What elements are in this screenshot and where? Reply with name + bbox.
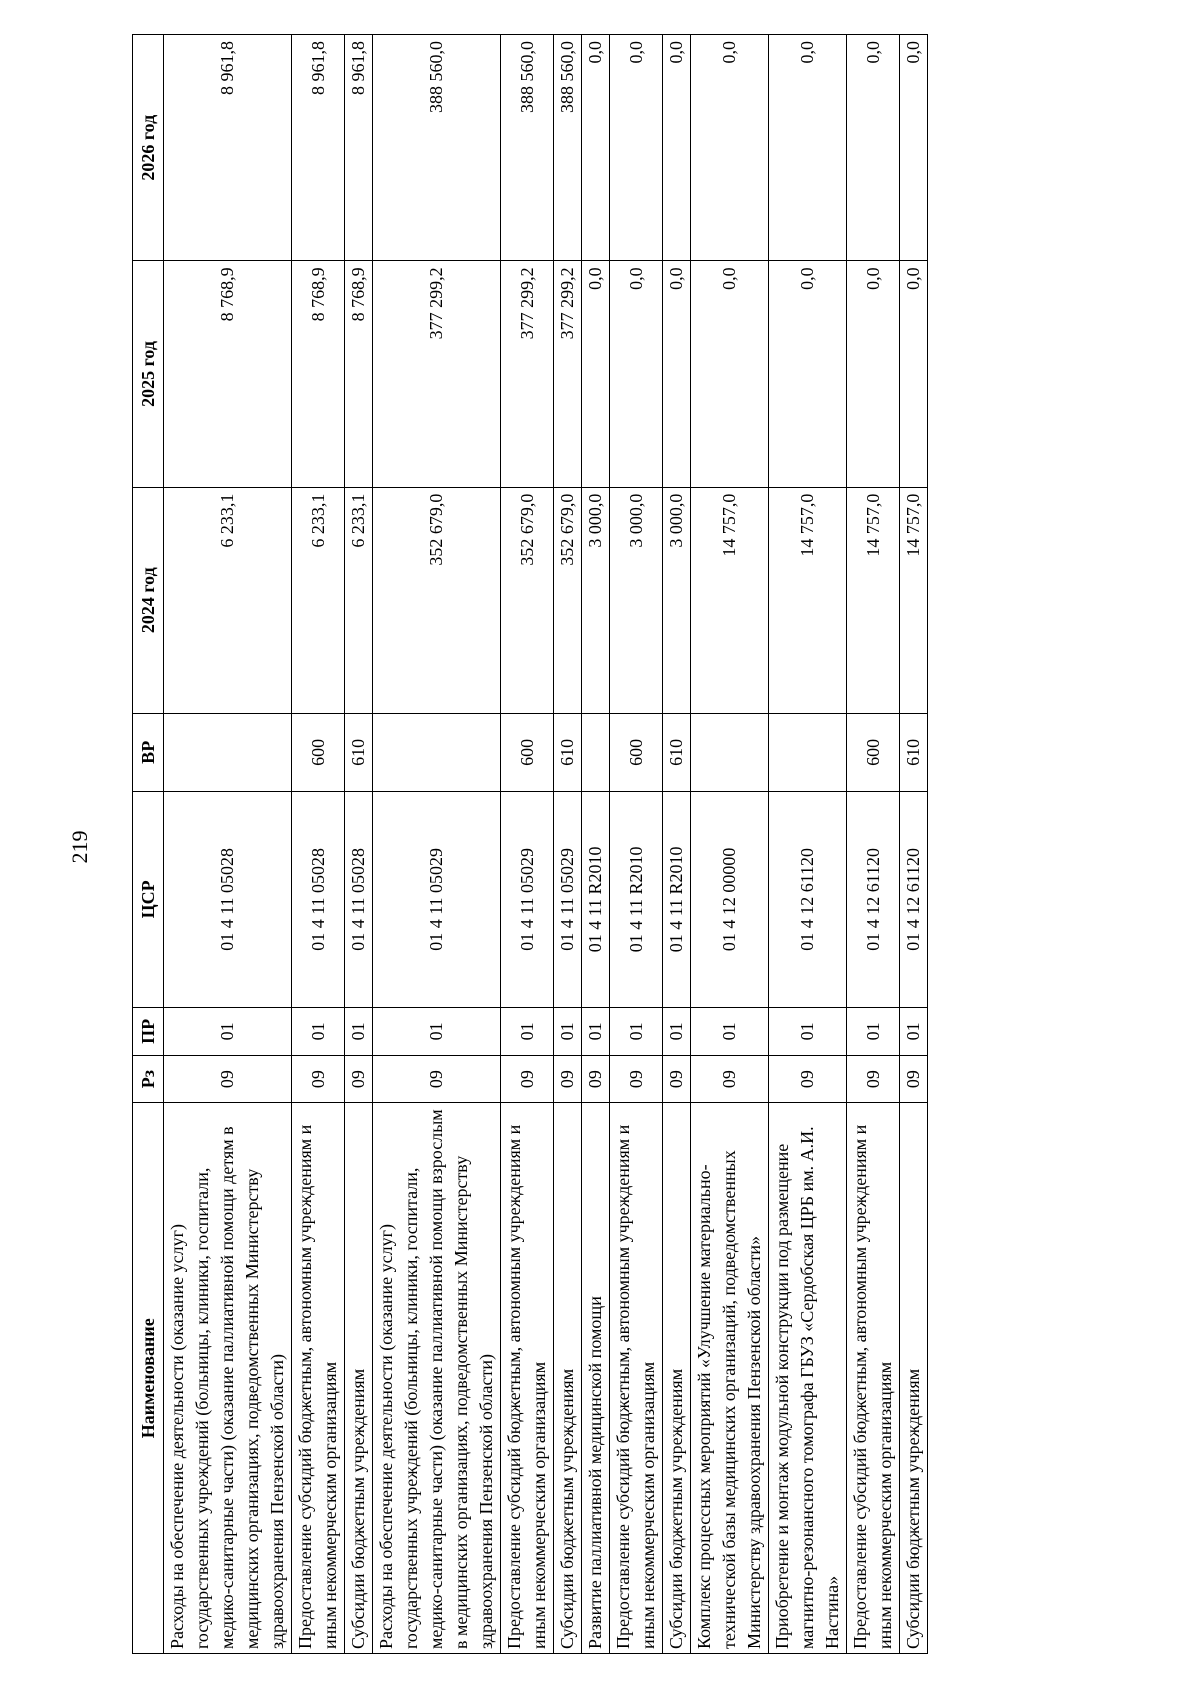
cell-pr: 01 — [373, 1007, 501, 1055]
page-number: 219 — [67, 830, 92, 864]
cell-2025: 0,0 — [900, 261, 928, 487]
cell-csr: 01 4 11 R2010 — [663, 791, 691, 1007]
cell-rz: 09 — [900, 1055, 928, 1103]
cell-name: Предоставление субсидий бюджетным, автономным учреждениям и иным некоммерческим организациям — [292, 1103, 345, 1654]
cell-2024: 352 679,0 — [373, 487, 501, 713]
cell-name: Субсидии бюджетным учреждениям — [900, 1103, 928, 1654]
cell-2026: 0,0 — [769, 35, 847, 261]
cell-2024: 14 757,0 — [847, 487, 900, 713]
cell-rz: 09 — [373, 1055, 501, 1103]
cell-2024: 14 757,0 — [691, 487, 769, 713]
cell-pr: 01 — [554, 1007, 582, 1055]
cell-2026: 0,0 — [900, 35, 928, 261]
cell-csr: 01 4 11 05029 — [554, 791, 582, 1007]
table-row — [373, 35, 501, 1654]
cell-2026: 388 560,0 — [501, 35, 554, 261]
cell-2025: 8 768,9 — [292, 261, 345, 487]
table-row — [501, 35, 554, 1654]
table-row — [663, 35, 691, 1654]
cell-2024: 352 679,0 — [501, 487, 554, 713]
cell-pr: 01 — [663, 1007, 691, 1055]
cell-name: Предоставление субсидий бюджетным, автономным учреждениям и иным некоммерческим организациям — [501, 1103, 554, 1654]
cell-2024: 3 000,0 — [663, 487, 691, 713]
cell-pr: 01 — [292, 1007, 345, 1055]
cell-name: Комплекс процессных мероприятий «Улучшение материально-технической базы медицинских организаций, подведомственных Министерству здравоохранения Пензенской области» — [691, 1103, 769, 1654]
cell-vr — [769, 713, 847, 791]
cell-rz: 09 — [847, 1055, 900, 1103]
cell-2025: 8 768,9 — [164, 261, 292, 487]
table-row — [610, 35, 663, 1654]
cell-pr: 01 — [582, 1007, 610, 1055]
cell-name: Субсидии бюджетным учреждениям — [663, 1103, 691, 1654]
cell-vr — [691, 713, 769, 791]
cell-2025: 377 299,2 — [554, 261, 582, 487]
header-name: Наименование — [133, 1103, 164, 1654]
budget-table — [132, 34, 928, 1654]
cell-2025: 0,0 — [847, 261, 900, 487]
cell-pr: 01 — [501, 1007, 554, 1055]
cell-rz: 09 — [164, 1055, 292, 1103]
cell-csr: 01 4 11 05029 — [501, 791, 554, 1007]
table-row — [345, 35, 373, 1654]
cell-2024: 6 233,1 — [292, 487, 345, 713]
cell-rz: 09 — [292, 1055, 345, 1103]
cell-2024: 352 679,0 — [554, 487, 582, 713]
cell-2025: 0,0 — [691, 261, 769, 487]
table-header-row — [133, 35, 164, 1654]
header-2025: 2025 год — [133, 261, 164, 487]
table-body — [164, 35, 928, 1654]
table-row — [582, 35, 610, 1654]
cell-2024: 6 233,1 — [345, 487, 373, 713]
cell-csr: 01 4 11 05029 — [373, 791, 501, 1007]
cell-vr: 600 — [501, 713, 554, 791]
cell-2025: 377 299,2 — [501, 261, 554, 487]
header-pr: ПР — [133, 1007, 164, 1055]
table-row — [292, 35, 345, 1654]
table-row — [847, 35, 900, 1654]
header-2024: 2024 год — [133, 487, 164, 713]
cell-2025: 0,0 — [610, 261, 663, 487]
table-row — [164, 35, 292, 1654]
cell-pr: 01 — [345, 1007, 373, 1055]
cell-name: Расходы на обеспечение деятельности (оказание услуг) государственных учреждений (больницы, клиники, госпитали, медико-санитарные части) (оказание паллиативной помощи детям в медицинских организациях, подведомственных Министерству здравоохранения Пензенской области) — [164, 1103, 292, 1654]
cell-2026: 0,0 — [847, 35, 900, 261]
table-row — [691, 35, 769, 1654]
cell-name: Развитие паллиативной медицинской помощи — [582, 1103, 610, 1654]
cell-rz: 09 — [610, 1055, 663, 1103]
cell-rz: 09 — [769, 1055, 847, 1103]
cell-vr: 600 — [847, 713, 900, 791]
cell-vr — [164, 713, 292, 791]
cell-name: Субсидии бюджетным учреждениям — [554, 1103, 582, 1654]
rotated-table-container — [132, 34, 1092, 1654]
header-2026: 2026 год — [133, 35, 164, 261]
table-row — [900, 35, 928, 1654]
cell-2026: 0,0 — [691, 35, 769, 261]
cell-name: Предоставление субсидий бюджетным, автономным учреждениям и иным некоммерческим организациям — [610, 1103, 663, 1654]
cell-pr: 01 — [900, 1007, 928, 1055]
cell-2024: 6 233,1 — [164, 487, 292, 713]
cell-pr: 01 — [847, 1007, 900, 1055]
cell-name: Приобретение и монтаж модульной конструкции под размещение магнитно-резонансного томографа ГБУЗ «Сердобская ЦРБ им. А.И. Настина» — [769, 1103, 847, 1654]
cell-pr: 01 — [691, 1007, 769, 1055]
cell-2025: 0,0 — [769, 261, 847, 487]
cell-rz: 09 — [582, 1055, 610, 1103]
cell-rz: 09 — [501, 1055, 554, 1103]
header-csr: ЦСР — [133, 791, 164, 1007]
cell-csr: 01 4 11 R2010 — [610, 791, 663, 1007]
header-rz: Рз — [133, 1055, 164, 1103]
cell-csr: 01 4 11 05028 — [164, 791, 292, 1007]
cell-csr: 01 4 12 00000 — [691, 791, 769, 1007]
cell-2026: 388 560,0 — [554, 35, 582, 261]
cell-pr: 01 — [164, 1007, 292, 1055]
cell-rz: 09 — [554, 1055, 582, 1103]
cell-vr: 600 — [610, 713, 663, 791]
cell-name: Субсидии бюджетным учреждениям — [345, 1103, 373, 1654]
cell-rz: 09 — [663, 1055, 691, 1103]
cell-csr: 01 4 11 05028 — [292, 791, 345, 1007]
cell-name: Предоставление субсидий бюджетным, автономным учреждениям и иным некоммерческим организациям — [847, 1103, 900, 1654]
cell-name: Расходы на обеспечение деятельности (оказание услуг) государственных учреждений (больницы, клиники, госпитали, медико-санитарные части) (оказание паллиативной помощи взрослым в медицинских организациях, подведомственных Министерству здравоохранения Пензенской области) — [373, 1103, 501, 1654]
cell-rz: 09 — [691, 1055, 769, 1103]
cell-csr: 01 4 12 61120 — [769, 791, 847, 1007]
cell-pr: 01 — [610, 1007, 663, 1055]
cell-2026: 8 961,8 — [345, 35, 373, 261]
cell-2026: 0,0 — [582, 35, 610, 261]
cell-2026: 0,0 — [663, 35, 691, 261]
cell-2025: 0,0 — [663, 261, 691, 487]
cell-vr: 610 — [900, 713, 928, 791]
cell-2025: 8 768,9 — [345, 261, 373, 487]
cell-csr: 01 4 11 05028 — [345, 791, 373, 1007]
cell-2026: 8 961,8 — [292, 35, 345, 261]
table-row — [769, 35, 847, 1654]
cell-2025: 377 299,2 — [373, 261, 501, 487]
cell-csr: 01 4 11 R2010 — [582, 791, 610, 1007]
cell-rz: 09 — [345, 1055, 373, 1103]
cell-pr: 01 — [769, 1007, 847, 1055]
cell-vr — [373, 713, 501, 791]
cell-vr — [582, 713, 610, 791]
cell-vr: 600 — [292, 713, 345, 791]
cell-2024: 14 757,0 — [769, 487, 847, 713]
cell-2025: 0,0 — [582, 261, 610, 487]
cell-2026: 388 560,0 — [373, 35, 501, 261]
cell-2024: 14 757,0 — [900, 487, 928, 713]
cell-csr: 01 4 12 61120 — [847, 791, 900, 1007]
cell-2024: 3 000,0 — [610, 487, 663, 713]
cell-vr: 610 — [663, 713, 691, 791]
cell-2024: 3 000,0 — [582, 487, 610, 713]
table-row — [554, 35, 582, 1654]
cell-2026: 8 961,8 — [164, 35, 292, 261]
cell-csr: 01 4 12 61120 — [900, 791, 928, 1007]
cell-vr: 610 — [345, 713, 373, 791]
cell-vr: 610 — [554, 713, 582, 791]
header-vr: ВР — [133, 713, 164, 791]
cell-2026: 0,0 — [610, 35, 663, 261]
